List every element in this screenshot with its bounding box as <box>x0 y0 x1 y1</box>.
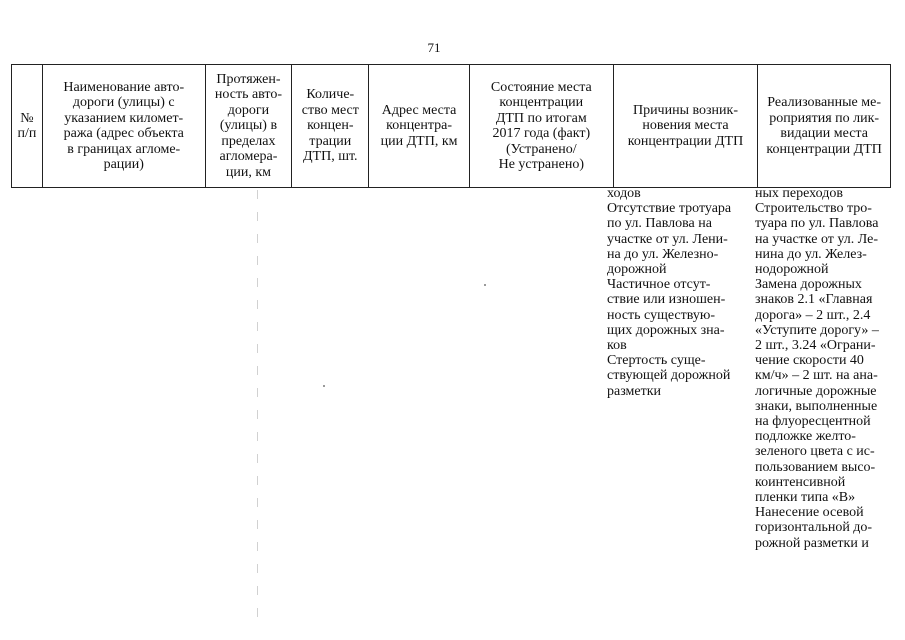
measures-item: ных переходов <box>755 186 843 201</box>
causes-item: Частичное отсут- ствие или изношен- ность существую- щих дорожных зна- ков <box>607 277 726 354</box>
header-number: № п/п <box>12 65 43 187</box>
header-road-name: Наименование авто- дороги (улицы) с указанием километ- ража (адрес объекта в границах агломе- рации) <box>43 65 206 187</box>
measures-item: Нанесение осевой горизонтальной до- рожной разметки и <box>755 505 873 551</box>
measures-item: Замена дорожных знаков 2.1 «Главная дорога» – 2 шт., 2.4 «Уступите дорогу» – 2 шт., 3.24 «Ограни- чение скорости 40 км/ч» – 2 шт. на ана- логичные дорожные знаки, выполненные на флуоресцентной подложке желто- зеленого цвета с ис- пользованием высо- коинтенсивной пленки типа «В» <box>755 277 879 506</box>
header-accident-spot-address: Адрес места концентра- ции ДТП, км <box>369 65 470 187</box>
scan-speck <box>323 385 325 387</box>
scan-artifact-line <box>257 190 258 630</box>
table-header-row <box>11 64 891 188</box>
header-spot-status: Состояние места концентрации ДТП по итогам 2017 года (факт) (Устранено/ Не устранено) <box>470 65 614 187</box>
header-measures: Реализованные ме- роприятия по лик- видации места концентрации ДТП <box>766 95 882 157</box>
causes-item: ходов <box>607 186 641 201</box>
causes-item: Стертость суще- ствующей дорожной разметки <box>607 353 731 399</box>
scan-speck <box>484 284 486 286</box>
causes-item: Отсутствие тротуара по ул. Павлова на участке от ул. Лени- на до ул. Железно- дорожной <box>607 201 732 278</box>
page-number: 71 <box>427 40 441 55</box>
causes-column <box>607 186 749 399</box>
measures-column <box>755 186 888 551</box>
header-causes: Причины возник- новения места концентрации ДТП <box>614 65 759 187</box>
measures-item: Строительство тро- туара по ул. Павлова на участке от ул. Ле- нина до ул. Желез- нодорожной <box>755 201 879 278</box>
header-accident-spot-count: Количе- ство мест концен- трации ДТП, шт. <box>292 65 369 187</box>
header-road-length: Протяжен- ность авто- дороги (улицы) в пределах агломера- ции, км <box>206 65 293 187</box>
